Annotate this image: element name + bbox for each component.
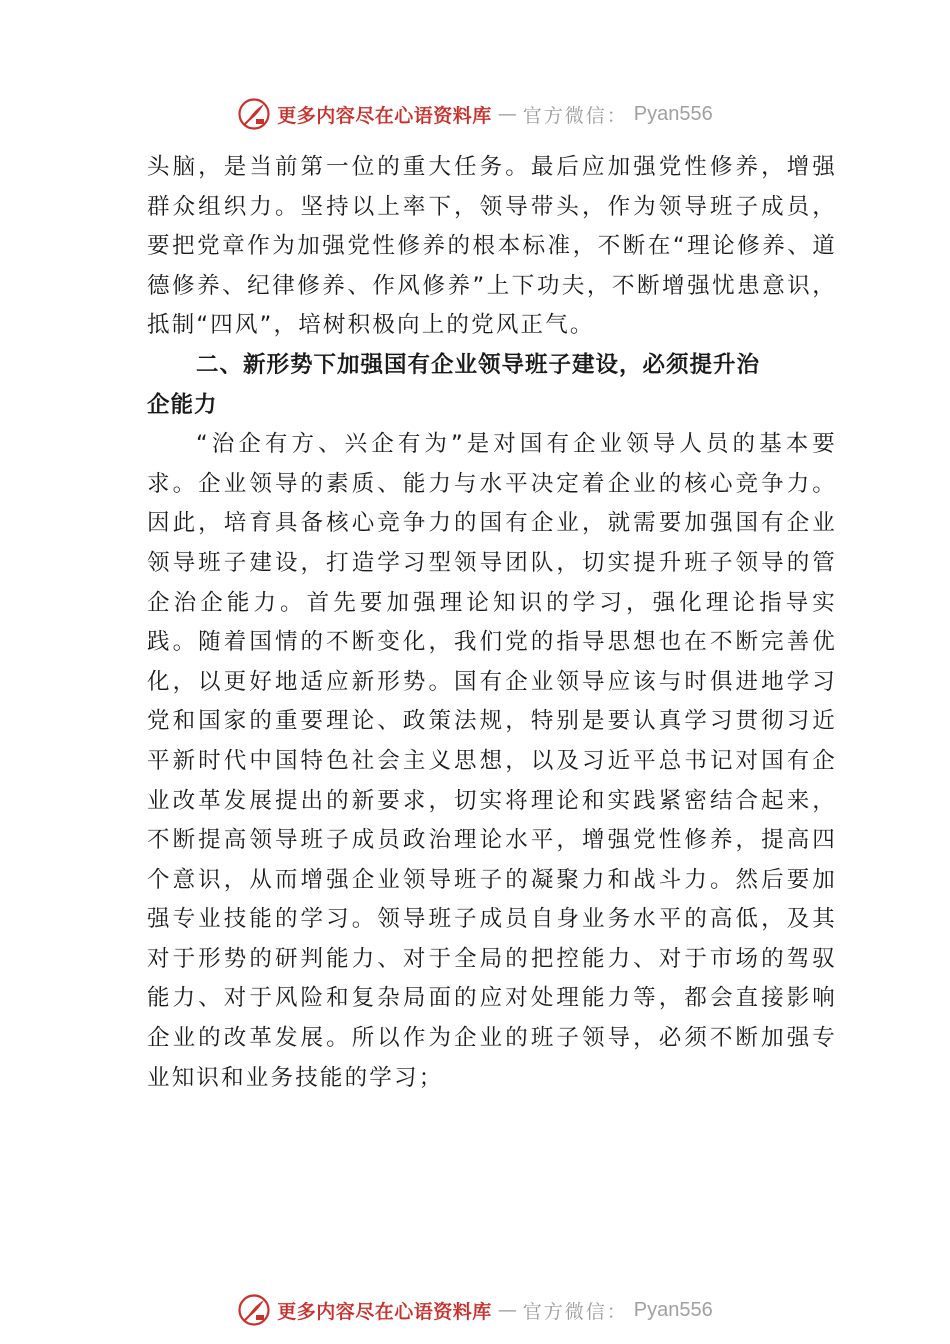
footer-wechat-id: Pyan556 xyxy=(633,1298,713,1321)
header-wechat-id: Pyan556 xyxy=(633,102,713,125)
paragraph-main: “治企有方、兴企有为”是对国有企业领导人员的基本要求。企业领导的素质、能力与水平决定着企业的核心竞争力。因此，培育具备核心竞争力的国有企业，就需要加强国有企业领导班子建设，打造学习型领导团队，切实提升班子领导的管企治企能力。首先要加强理论知识的学习，强化理论指导实践。随着国情的不断变化，我们党的指导思想也在不断完善优化，以更好地适应新形势。国有企业领导应该与时俱进地学习党和国家的重要理论、政策法规，特别是要认真学习贯彻习近平新时代中国特色社会主义思想，以及习近平总书记对国有企业改革发展提出的新要求，切实将理论和实践紧密结合起来，不断提高领导班子成员政治理论水平，增强党性修养，提高四个意识，从而增强企业领导班子的凝聚力和战斗力。然后要加强专业技能的学习。领导班子成员自身业务水平的高低，及其对于形势的研判能力、对于全局的把控能力、对于市场的驾驭能力、对于风险和复杂局面的应对处理能力等，都会直接影响企业的改革发展。所以作为企业的班子领导，必须不断加强专业知识和业务技能的学习； xyxy=(147,431,837,1091)
quill-logo-icon xyxy=(237,1293,271,1327)
section-heading: 二、新形势下加强国有企业领导班子建设，必须提升治企能力 xyxy=(147,351,761,418)
quill-logo-icon xyxy=(237,97,271,131)
page-header xyxy=(0,94,950,134)
page-footer xyxy=(0,1290,950,1330)
footer-brand xyxy=(237,1293,713,1327)
header-wechat-label: 官方微信： xyxy=(522,104,628,127)
header-dash: — xyxy=(497,103,517,125)
document-body xyxy=(147,148,837,1098)
footer-wechat-label: 官方微信： xyxy=(522,1300,628,1323)
paragraph-continuation: 头脑，是当前第一位的重大任务。最后应加强党性修养，增强群众组织力。坚持以上率下，领导带头，作为领导班子成员，要把党章作为加强党性修养的根本标准，不断在“理论修养、道德修养、纪律修养、作风修养”上下功夫，不断增强忧患意识，抵制“四风”，培树积极向上的党风正气。 xyxy=(147,154,837,339)
header-brand-text: 更多内容尽在心语资料库 xyxy=(277,104,492,127)
header-brand xyxy=(237,97,713,131)
footer-brand-text: 更多内容尽在心语资料库 xyxy=(277,1300,492,1323)
footer-dash: — xyxy=(497,1299,517,1321)
